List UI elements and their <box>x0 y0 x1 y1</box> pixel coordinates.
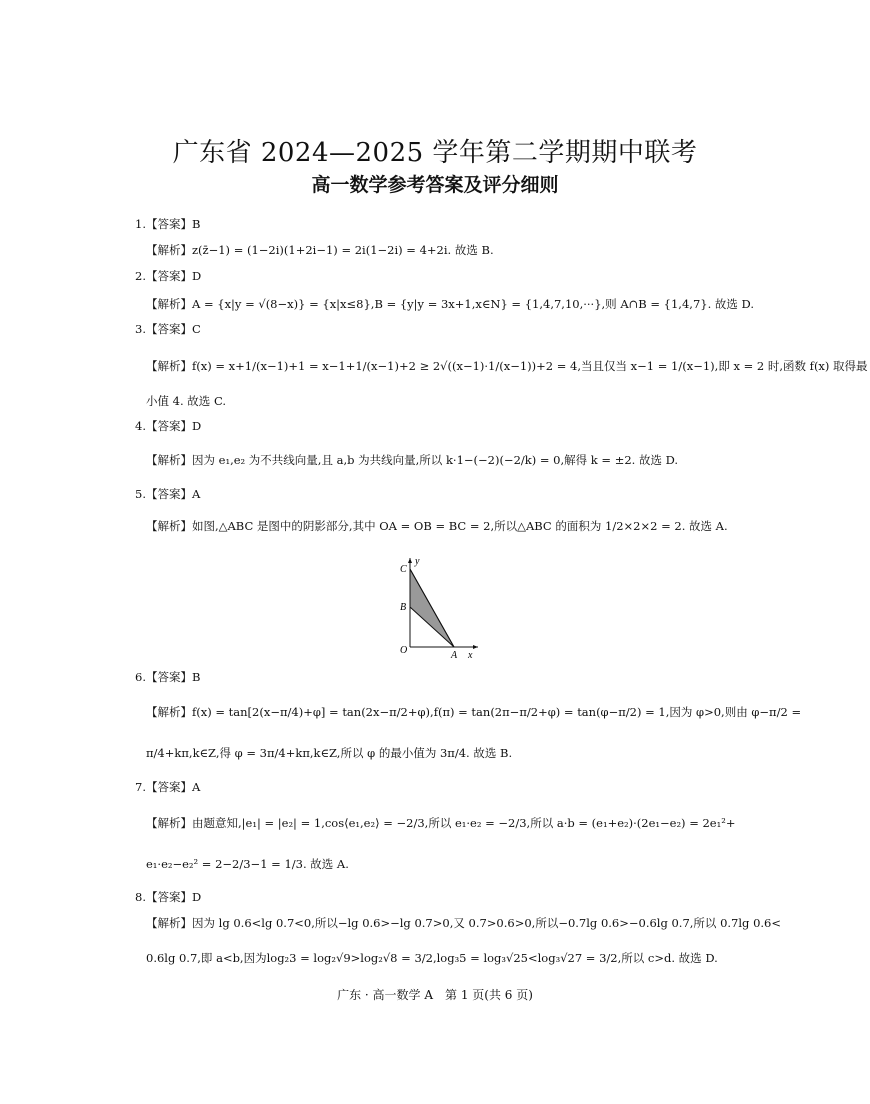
explanation-8-line-2: 0.6lg 0.7,即 a<b,因为log₂3 = log₂√9>log₂√8 = 3/2,log₃5 = log₃√25<log₃√27 = 3/2,所以 c>d. 故选 D. <box>146 951 718 965</box>
answer-8: 8.【答案】D <box>135 890 202 904</box>
explanation-7-line-2: e₁·e₂−e₂² = 2−2/3−1 = 1/3. 故选 A. <box>146 857 349 871</box>
answer-3: 3.【答案】C <box>135 322 201 336</box>
explanation-5-line-1: 【解析】如图,△ABC 是图中的阴影部分,其中 OA = OB = BC = 2,所以△ABC 的面积为 1/2×2×2 = 2. 故选 A. <box>146 519 728 533</box>
explanation-4-line-1: 【解析】因为 e₁,e₂ 为不共线向量,且 a,b 为共线向量,所以 k·1−(−2)(−2/k) = 0,解得 k = ±2. 故选 D. <box>146 453 679 467</box>
page-title: 广东省 2024—2025 学年第二学期期中联考 <box>172 138 698 168</box>
explanation-2-line-1: 【解析】A = {x|y = √(8−x)} = {x|x≤8},B = {y|y = 3x+1,x∈N} = {1,4,7,10,···},则 A∩B = {1,4,7}. 故选 D. <box>146 297 755 311</box>
explanation-3-line-2: 小值 4. 故选 C. <box>146 394 226 408</box>
x-axis-arrow <box>473 645 478 649</box>
explanation-3-line-1: 【解析】f(x) = x+1/(x−1)+1 = x−1+1/(x−1)+2 ≥ 2√((x−1)·1/(x−1))+2 = 4,当且仅当 x−1 = 1/(x−1),即 x = 2 时,函数 f(x) 取得最 <box>146 359 868 373</box>
label-c: C <box>400 564 407 575</box>
explanation-1-line-1: 【解析】z(z̄−1) = (1−2i)(1+2i−1) = 2i(1−2i) = 4+2i. 故选 B. <box>146 243 494 257</box>
answer-6: 6.【答案】B <box>135 670 201 684</box>
label-o: O <box>400 645 408 656</box>
answer-7: 7.【答案】A <box>135 780 201 794</box>
answer-1: 1.【答案】B <box>135 217 201 231</box>
explanation-8-line-1: 【解析】因为 lg 0.6<lg 0.7<0,所以−lg 0.6>−lg 0.7>0,又 0.7>0.6>0,所以−0.7lg 0.6>−0.6lg 0.7,所以 0.7lg 0.6< <box>146 916 781 930</box>
page-footer: 广东 · 高一数学 A 第 1 页(共 6 页) <box>337 988 533 1002</box>
answer-5: 5.【答案】A <box>135 487 201 501</box>
triangle-figure <box>396 555 486 660</box>
explanation-6-line-1: 【解析】f(x) = tan[2(x−π/4)+φ] = tan(2x−π/2+φ),f(π) = tan(2π−π/2+φ) = tan(φ−π/2) = 1,因为 φ>0,则由 φ−π/2 = <box>146 705 802 719</box>
label-y: y <box>415 556 420 567</box>
answer-4: 4.【答案】D <box>135 419 202 433</box>
label-x: x <box>468 650 473 660</box>
explanation-7-line-1: 【解析】由题意知,|e₁| = |e₂| = 1,cos⟨e₁,e₂⟩ = −2/3,所以 e₁·e₂ = −2/3,所以 a·b = (e₁+e₂)·(2e₁−e₂) = 2e₁²+ <box>146 816 736 830</box>
label-b: B <box>400 602 407 613</box>
answer-2: 2.【答案】D <box>135 269 202 283</box>
page-subtitle: 高一数学参考答案及评分细则 <box>311 174 559 196</box>
explanation-6-line-2: π/4+kπ,k∈Z,得 φ = 3π/4+kπ,k∈Z,所以 φ 的最小值为 3π/4. 故选 B. <box>146 746 513 760</box>
label-a: A <box>451 650 458 660</box>
y-axis-arrow <box>408 558 412 563</box>
